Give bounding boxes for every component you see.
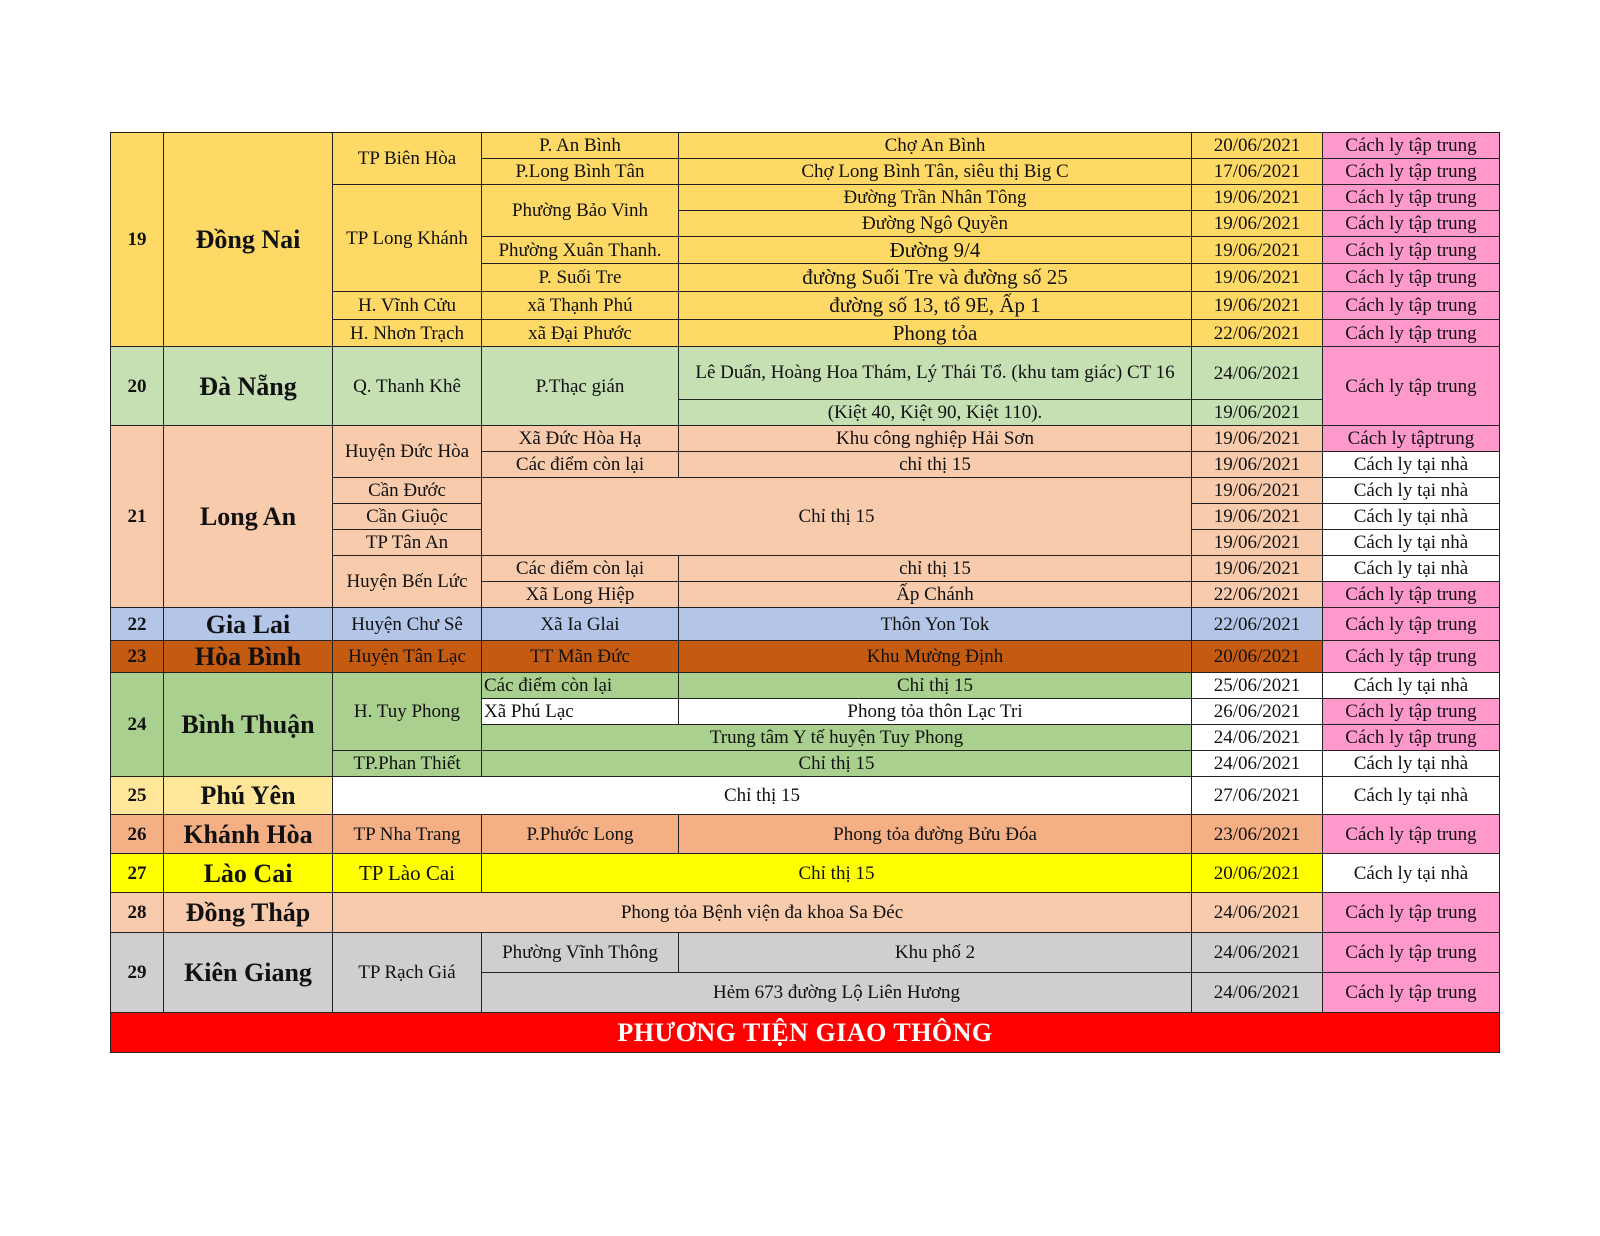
province-name: Long An — [164, 426, 333, 608]
status-cell: Cách ly tập trung — [1323, 159, 1500, 185]
date-cell: 19/06/2021 — [1192, 426, 1323, 452]
area-cell: H. Nhơn Trạch — [333, 320, 482, 347]
province-name: Kiên Giang — [164, 933, 333, 1013]
date-cell: 19/06/2021 — [1192, 452, 1323, 478]
row-number: 21 — [111, 426, 164, 608]
date-cell: 19/06/2021 — [1192, 400, 1323, 426]
ward-cell: P.Thạc gián — [482, 347, 679, 426]
row-number: 22 — [111, 608, 164, 641]
status-cell: Cách ly tập trung — [1323, 133, 1500, 159]
date-cell: 17/06/2021 — [1192, 159, 1323, 185]
location-cell: đường Suối Tre và đường số 25 — [679, 264, 1192, 292]
ward-cell: Xã Phú Lạc — [482, 699, 679, 725]
table-row — [111, 133, 1500, 159]
status-cell: Cách ly tập trung — [1323, 933, 1500, 973]
status-cell: Cách ly tập trung — [1323, 608, 1500, 641]
area-cell: H. Vĩnh Cửu — [333, 292, 482, 320]
location-cell: Chỉ thị 15 — [482, 751, 1192, 777]
status-cell: Cách ly tập trung — [1323, 725, 1500, 751]
ward-cell: P.Phước Long — [482, 815, 679, 854]
ward-cell: xã Đại Phước — [482, 320, 679, 347]
status-cell: Cách ly tập trung — [1323, 185, 1500, 211]
area-cell: H. Tuy Phong — [333, 673, 482, 751]
ward-cell: Xã Ia Glai — [482, 608, 679, 641]
date-cell: 26/06/2021 — [1192, 699, 1323, 725]
status-cell: Cách ly tập trung — [1323, 237, 1500, 264]
status-cell: Cách ly tập trung — [1323, 211, 1500, 237]
row-number: 26 — [111, 815, 164, 854]
status-cell: Cách ly tập trung — [1323, 641, 1500, 673]
ward-cell: Các điểm còn lại — [482, 673, 679, 699]
location-cell: Đường 9/4 — [679, 237, 1192, 264]
table-row — [111, 608, 1500, 641]
table-row — [111, 673, 1500, 699]
ward-cell: Phường Xuân Thanh. — [482, 237, 679, 264]
status-cell: Cách ly tại nhà — [1323, 556, 1500, 582]
location-cell: chỉ thị 15 — [679, 556, 1192, 582]
status-cell: Cách ly tại nhà — [1323, 452, 1500, 478]
location-cell: Chợ An Bình — [679, 133, 1192, 159]
location-cell: Khu Mường Định — [679, 641, 1192, 673]
province-name: Khánh Hòa — [164, 815, 333, 854]
location-cell: Phong tỏa đường Bửu Đóa — [679, 815, 1192, 854]
row-number: 27 — [111, 854, 164, 893]
date-cell: 19/06/2021 — [1192, 185, 1323, 211]
area-cell: TP Nha Trang — [333, 815, 482, 854]
status-cell: Cách ly tập trung — [1323, 973, 1500, 1013]
location-cell: Chỉ thị 15 — [482, 854, 1192, 893]
location-cell: Ấp Chánh — [679, 582, 1192, 608]
date-cell: 19/06/2021 — [1192, 237, 1323, 264]
date-cell: 24/06/2021 — [1192, 725, 1323, 751]
date-cell: 24/06/2021 — [1192, 893, 1323, 933]
location-cell: Đường Ngô Quyền — [679, 211, 1192, 237]
table-row — [111, 854, 1500, 893]
location-cell: Trung tâm Y tế huyện Tuy Phong — [482, 725, 1192, 751]
ward-cell: TT Mãn Đức — [482, 641, 679, 673]
area-cell: Q. Thanh Khê — [333, 347, 482, 426]
status-cell: Cách ly tại nhà — [1323, 854, 1500, 893]
date-cell: 19/06/2021 — [1192, 478, 1323, 504]
province-name: Gia Lai — [164, 608, 333, 641]
date-cell: 22/06/2021 — [1192, 582, 1323, 608]
location-cell: Lê Duẩn, Hoàng Hoa Thám, Lý Thái Tổ. (khu tam giác) CT 16 — [679, 347, 1192, 400]
location-cell: chỉ thị 15 — [679, 452, 1192, 478]
date-cell: 24/06/2021 — [1192, 973, 1323, 1013]
date-cell: 24/06/2021 — [1192, 933, 1323, 973]
ward-cell: P. Suối Tre — [482, 264, 679, 292]
area-cell: Huyện Đức Hòa — [333, 426, 482, 478]
location-cell: (Kiệt 40, Kiệt 90, Kiệt 110). — [679, 400, 1192, 426]
province-name: Đồng Tháp — [164, 893, 333, 933]
province-name: Hòa Bình — [164, 641, 333, 673]
area-cell: TP Tân An — [333, 530, 482, 556]
table-row — [111, 777, 1500, 815]
table-row — [111, 815, 1500, 854]
location-cell: Chỉ thị 15 — [333, 777, 1192, 815]
status-cell: Cách ly tập trung — [1323, 320, 1500, 347]
ward-cell: Phường Bảo Vinh — [482, 185, 679, 237]
date-cell: 20/06/2021 — [1192, 641, 1323, 673]
row-number: 20 — [111, 347, 164, 426]
status-cell: Cách ly tập trung — [1323, 264, 1500, 292]
status-cell: Cách ly tập trung — [1323, 815, 1500, 854]
row-number: 25 — [111, 777, 164, 815]
date-cell: 19/06/2021 — [1192, 556, 1323, 582]
area-cell: Cần Giuộc — [333, 504, 482, 530]
status-cell: Cách ly tại nhà — [1323, 777, 1500, 815]
area-cell: Huyện Bến Lức — [333, 556, 482, 608]
date-cell: 23/06/2021 — [1192, 815, 1323, 854]
row-number: 24 — [111, 673, 164, 777]
date-cell: 19/06/2021 — [1192, 292, 1323, 320]
ward-cell: Phường Vĩnh Thông — [482, 933, 679, 973]
row-number: 29 — [111, 933, 164, 1013]
status-cell: Cách ly tậptrung — [1323, 426, 1500, 452]
date-cell: 24/06/2021 — [1192, 347, 1323, 400]
row-number: 23 — [111, 641, 164, 673]
location-cell: Thôn Yon Tok — [679, 608, 1192, 641]
row-number: 28 — [111, 893, 164, 933]
area-cell: TP.Phan Thiết — [333, 751, 482, 777]
table-row — [111, 933, 1500, 973]
status-cell: Cách ly tập trung — [1323, 292, 1500, 320]
province-name: Lào Cai — [164, 854, 333, 893]
ward-cell: xã Thạnh Phú — [482, 292, 679, 320]
location-cell: Chợ Long Bình Tân, siêu thị Big C — [679, 159, 1192, 185]
location-cell: Chỉ thị 15 — [679, 673, 1192, 699]
status-cell: Cách ly tại nhà — [1323, 504, 1500, 530]
province-name: Phú Yên — [164, 777, 333, 815]
table-row — [111, 426, 1500, 452]
date-cell: 19/06/2021 — [1192, 211, 1323, 237]
ward-cell: Xã Đức Hòa Hạ — [482, 426, 679, 452]
section-banner: PHƯƠNG TIỆN GIAO THÔNG — [111, 1013, 1500, 1053]
date-cell: 19/06/2021 — [1192, 504, 1323, 530]
location-cell: đường số 13, tổ 9E, Ấp 1 — [679, 292, 1192, 320]
date-cell: 19/06/2021 — [1192, 530, 1323, 556]
date-cell: 22/06/2021 — [1192, 608, 1323, 641]
status-cell: Cách ly tại nhà — [1323, 530, 1500, 556]
location-cell: Hẻm 673 đường Lộ Liên Hương — [482, 973, 1192, 1013]
ward-cell: P.Long Bình Tân — [482, 159, 679, 185]
date-cell: 19/06/2021 — [1192, 264, 1323, 292]
area-cell: Huyện Chư Sê — [333, 608, 482, 641]
table-row — [111, 893, 1500, 933]
status-cell: Cách ly tập trung — [1323, 347, 1500, 426]
date-cell: 27/06/2021 — [1192, 777, 1323, 815]
location-cell: Khu công nghiệp Hải Sơn — [679, 426, 1192, 452]
area-cell: TP Rạch Giá — [333, 933, 482, 1013]
table-row — [111, 1013, 1500, 1053]
table-row — [111, 347, 1500, 400]
area-cell: TP Biên Hòa — [333, 133, 482, 185]
date-cell: 22/06/2021 — [1192, 320, 1323, 347]
province-name: Đồng Nai — [164, 133, 333, 347]
location-cell: Khu phố 2 — [679, 933, 1192, 973]
status-cell: Cách ly tại nhà — [1323, 478, 1500, 504]
status-cell: Cách ly tại nhà — [1323, 673, 1500, 699]
location-cell: Chỉ thị 15 — [482, 478, 1192, 556]
ward-cell: Xã Long Hiệp — [482, 582, 679, 608]
location-cell: Phong tỏa thôn Lạc Tri — [679, 699, 1192, 725]
date-cell: 24/06/2021 — [1192, 751, 1323, 777]
status-cell: Cách ly tại nhà — [1323, 751, 1500, 777]
area-cell: Cần Đước — [333, 478, 482, 504]
area-cell: Huyện Tân Lạc — [333, 641, 482, 673]
status-cell: Cách ly tập trung — [1323, 699, 1500, 725]
location-cell: Đường Trần Nhân Tông — [679, 185, 1192, 211]
province-name: Bình Thuận — [164, 673, 333, 777]
province-name: Đà Nẵng — [164, 347, 333, 426]
date-cell: 20/06/2021 — [1192, 133, 1323, 159]
ward-cell: P. An Bình — [482, 133, 679, 159]
ward-cell: Các điểm còn lại — [482, 452, 679, 478]
location-cell: Phong tỏa Bệnh viện đa khoa Sa Đéc — [333, 893, 1192, 933]
date-cell: 20/06/2021 — [1192, 854, 1323, 893]
area-cell: TP Lào Cai — [333, 854, 482, 893]
location-cell: Phong tỏa — [679, 320, 1192, 347]
table-row — [111, 641, 1500, 673]
row-number: 19 — [111, 133, 164, 347]
status-cell: Cách ly tập trung — [1323, 582, 1500, 608]
ward-cell: Các điểm còn lại — [482, 556, 679, 582]
status-cell: Cách ly tập trung — [1323, 893, 1500, 933]
date-cell: 25/06/2021 — [1192, 673, 1323, 699]
area-cell: TP Long Khánh — [333, 185, 482, 292]
quarantine-table — [110, 132, 1500, 1053]
